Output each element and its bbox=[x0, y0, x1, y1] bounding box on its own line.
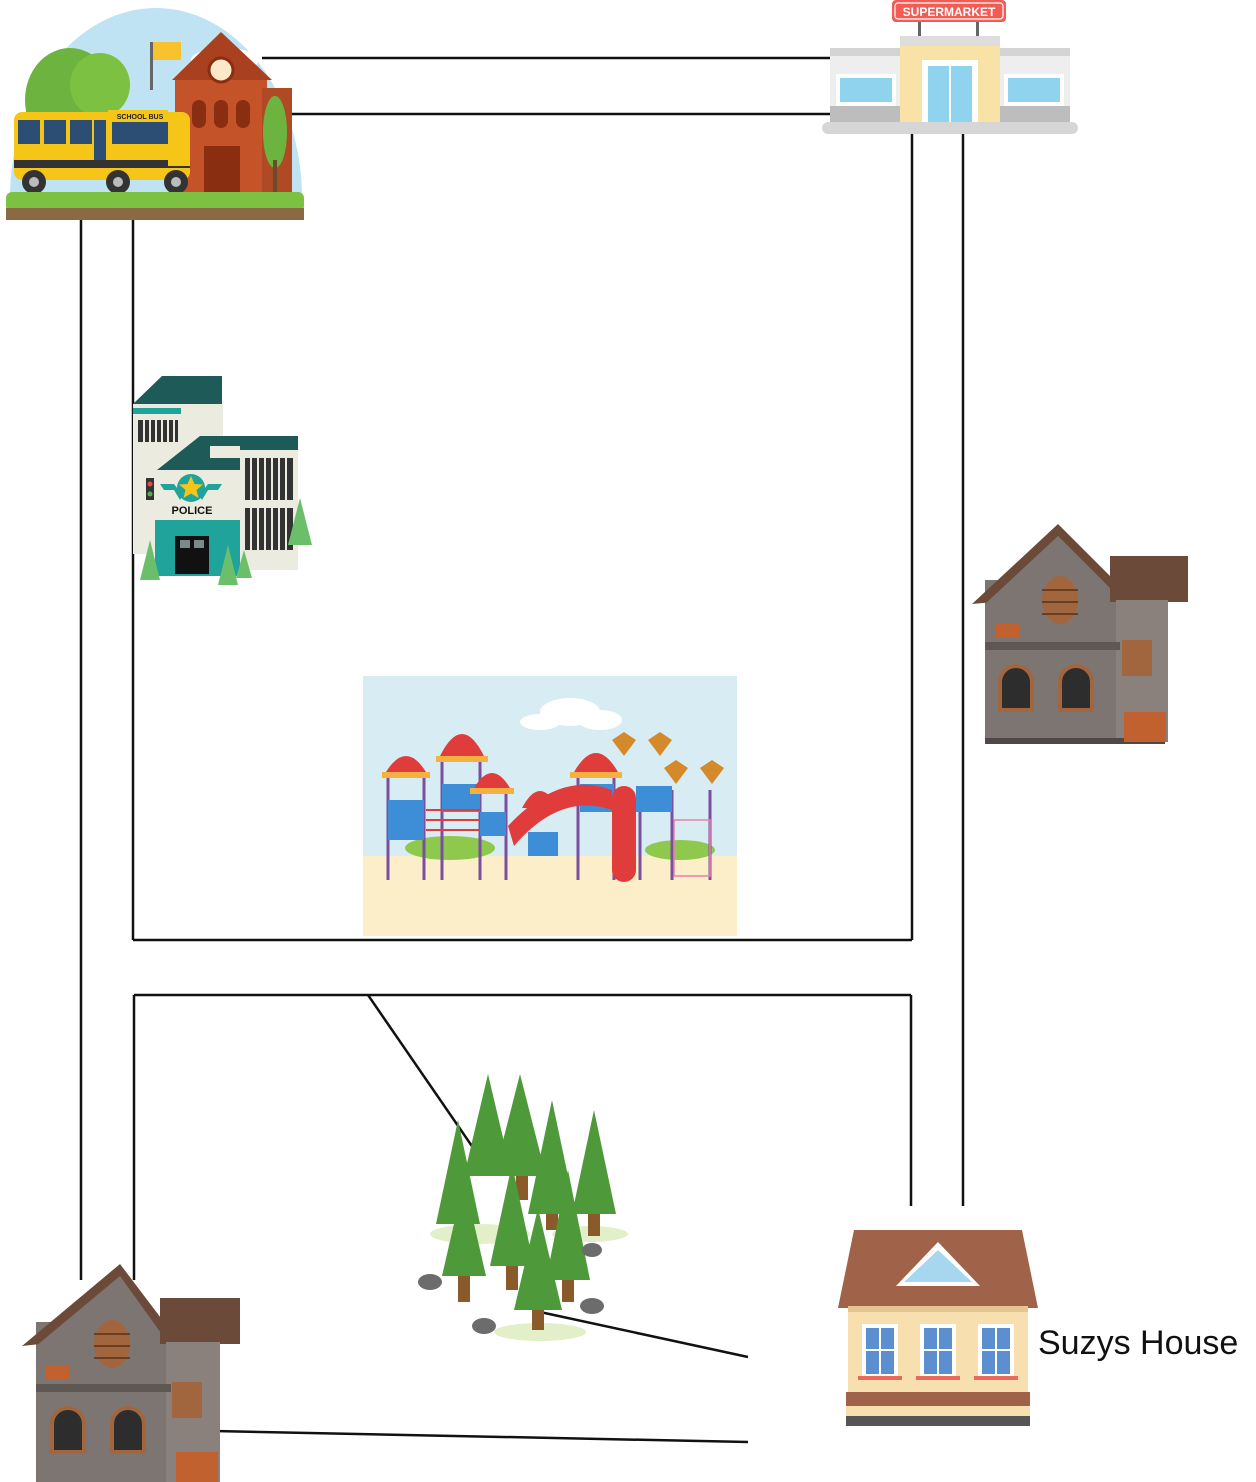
house-icon bbox=[838, 1230, 1038, 1426]
supermarket-icon bbox=[822, 0, 1078, 134]
school-bus-icon bbox=[6, 8, 304, 220]
road-ruin-to-house bbox=[214, 1431, 748, 1442]
playground-icon bbox=[363, 676, 737, 936]
abandoned-house-icon-right bbox=[972, 524, 1188, 744]
road-to-forest bbox=[368, 995, 476, 1152]
supermarket-sign: SUPERMARKET bbox=[902, 5, 996, 19]
school-bus-sign: SCHOOL BUS bbox=[116, 114, 164, 121]
abandoned-house-icon-left bbox=[22, 1264, 240, 1482]
suzys-house-label: Suzys House bbox=[1038, 1324, 1239, 1362]
police-sign: POLICE bbox=[171, 505, 213, 517]
police-station-icon bbox=[133, 376, 312, 585]
